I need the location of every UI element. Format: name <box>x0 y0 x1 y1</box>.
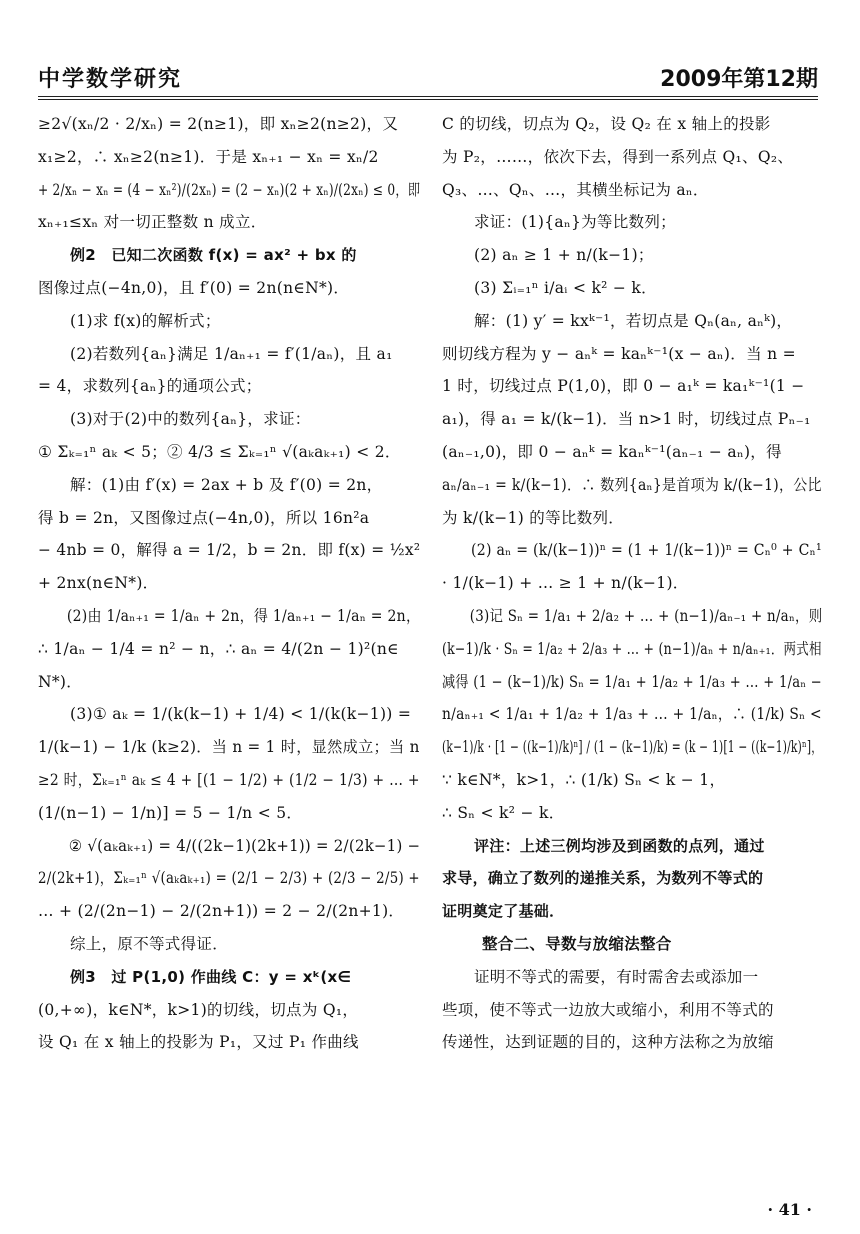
example-heading: 例2 已知二次函数 f(x) = ax² + bx 的 <box>70 246 357 265</box>
text-line: 求证：(1){aₙ}为等比数列； <box>474 213 676 232</box>
text-line: ② √(aₖaₖ₊₁) = 4/((2k−1)(2k+1)) = 2/(2k−1) − <box>68 836 421 855</box>
text-line: 为 k/(k−1) 的等比数列． <box>442 508 625 527</box>
left-column <box>38 108 420 1059</box>
text-line: (3)记 Sₙ = 1/a₁ + 2/a₂ + … + (n−1)/aₙ₋₁ + n/aₙ，则 <box>469 606 823 625</box>
text-line: 证明不等式的需要，有时需舍去或添加一 <box>474 967 759 986</box>
text-line: (3)① aₖ = 1/(k(k−1) + 1/4) < 1/(k(k−1)) = <box>70 705 412 724</box>
text-line: 传递性，达到证题的目的，这种方法称之为放缩 <box>442 1033 774 1052</box>
text-line: (2) aₙ = (k/(k−1))ⁿ = (1 + 1/(k−1))ⁿ = Cₙ⁰ + Cₙ¹ <box>471 541 822 560</box>
solution-line: 解：(1) y′ = kxᵏ⁻¹，若切点是 Qₙ(aₙ, aₙᵏ)， <box>474 311 793 330</box>
text-line: ∵ k∈N*，k>1，∴ (1/k) Sₙ < k − 1， <box>442 770 726 789</box>
text-line: = 4，求数列{aₙ}的通项公式； <box>38 377 262 396</box>
text-line: + 2/xₙ − xₙ = (4 − xₙ²)/(2xₙ) = (2 − xₙ)(2 + xₙ)/(2xₙ) ≤ 0，即 <box>38 180 421 199</box>
right-column <box>442 108 822 1059</box>
section-heading: 整合二、导数与放缩法整合 <box>482 934 672 953</box>
text-line: Q₃、…、Qₙ、…，其横坐标记为 aₙ． <box>442 180 709 199</box>
text-line: 为 P₂，……，依次下去，得到一系列点 Q₁、Q₂、 <box>442 147 794 166</box>
text-line: · 1/(k−1) + … ≥ 1 + n/(k−1)． <box>442 574 689 593</box>
text-line: ∴ 1/aₙ − 1/4 = n² − n，∴ aₙ = 4/(2n − 1)²(n∈ <box>38 639 399 658</box>
text-line: a₁)，得 a₁ = k/(k−1)．当 n>1 时，切线过点 Pₙ₋₁ <box>442 410 811 429</box>
text-line: ① Σₖ₌₁ⁿ aₖ < 5；② 4/3 ≤ Σₖ₌₁ⁿ √(aₖaₖ₊₁) < 2． <box>38 442 401 461</box>
solution-line: 解：(1)由 f′(x) = 2ax + b 及 f′(0) = 2n， <box>70 475 383 494</box>
remark-line: 求导，确立了数列的递推关系，为数列不等式的 <box>442 869 764 888</box>
text-line: − 4nb = 0，解得 a = 1/2，b = 2n．即 f(x) = ½x² <box>38 541 421 560</box>
text-line: 得 b = 2n，又图像过点(−4n,0)，所以 16n²a <box>38 508 370 527</box>
issue-label: 2009年第12期 <box>660 67 818 92</box>
text-line: x₁≥2，∴ xₙ≥2(n≥1)．于是 xₙ₊₁ − xₙ = xₙ/2 <box>38 147 379 166</box>
text-line: ≥2 时，Σₖ₌₁ⁿ aₖ ≤ 4 + [(1 − 1/2) + (1/2 − 1/3) + … + <box>38 770 420 789</box>
text-line: (2)若数列{aₙ}满足 1/aₙ₊₁ = f′(1/aₙ)，且 a₁ <box>70 344 393 363</box>
running-header <box>38 58 818 92</box>
page-number: · 41 · <box>767 1200 812 1219</box>
text-line: ≥2√(xₙ/2 · 2/xₙ) = 2(n≥1)，即 xₙ≥2(n≥2)，又 <box>38 115 399 133</box>
text-line: 设 Q₁ 在 x 轴上的投影为 P₁，又过 P₁ 作曲线 <box>38 1033 359 1052</box>
text-line: (2) aₙ ≥ 1 + n/(k−1)； <box>474 246 654 265</box>
text-line: 2/(2k+1)，Σₖ₌₁ⁿ √(aₖaₖ₊₁) = (2/1 − 2/3) + (2/3 − 2/5) + <box>38 869 420 888</box>
text-line: 1 时，切线过点 P(1,0)，即 0 − a₁ᵏ = ka₁ᵏ⁻¹(1 − <box>442 377 805 396</box>
text-line: (1/(n−1) − 1/n)] = 5 − 1/n < 5． <box>38 803 303 822</box>
text-line: 些项，使不等式一边放大或缩小，利用不等式的 <box>442 1000 774 1019</box>
text-line: ∴ Sₙ < k² − k． <box>442 803 565 822</box>
text-line: (3) Σᵢ₌₁ⁿ i/aᵢ < k² − k． <box>474 278 657 297</box>
text-line: (2)由 1/aₙ₊₁ = 1/aₙ + 2n，得 1/aₙ₊₁ − 1/aₙ = 2n， <box>66 606 421 625</box>
text-line: n/aₙ₊₁ < 1/a₁ + 1/a₂ + 1/a₃ + … + 1/aₙ，∴ (1/k) Sₙ < <box>442 705 822 724</box>
text-line: N*)． <box>38 672 83 691</box>
header-rule <box>38 96 818 100</box>
text-line: … + (2/(2n−1) − 2/(2n+1)) = 2 − 2/(2n+1)． <box>38 902 405 921</box>
text-line: 减得 (1 − (k−1)/k) Sₙ = 1/a₁ + 1/a₂ + 1/a₃ + … + 1/aₙ − <box>442 672 822 691</box>
example-heading: 例3 过 P(1,0) 作曲线 C：y = xᵏ(x∈ <box>70 967 352 986</box>
text-line: (k−1)/k · [1 − ((k−1)/k)ⁿ] / (1 − (k−1)/k) = (k − 1)[1 − ((k−1)/k)ⁿ]， <box>442 738 823 757</box>
text-line: (3)对于(2)中的数列{aₙ}，求证： <box>70 410 311 429</box>
text-line: (k−1)/k · Sₙ = 1/a₂ + 2/a₃ + … + (n−1)/aₙ + n/aₙ₊₁．两式相 <box>442 639 822 658</box>
journal-title: 中学数学研究 <box>38 67 183 92</box>
text-line: (0,+∞)，k∈N*，k>1)的切线，切点为 Q₁， <box>38 1000 359 1019</box>
text-line: 综上，原不等式得证． <box>70 934 229 953</box>
text-line: 1/(k−1) − 1/k (k≥2)．当 n = 1 时，显然成立；当 n <box>38 738 420 757</box>
text-line: (aₙ₋₁,0)，即 0 − aₙᵏ = kaₙᵏ⁻¹(aₙ₋₁ − aₙ)，得 <box>442 442 782 461</box>
text-line: xₙ₊₁≤xₙ 对一切正整数 n 成立． <box>38 213 267 232</box>
text-line: 则切线方程为 y − aₙᵏ = kaₙᵏ⁻¹(x − aₙ)．当 n = <box>442 344 796 363</box>
text-line: C 的切线，切点为 Q₂，设 Q₂ 在 x 轴上的投影 <box>442 115 771 133</box>
text-line: + 2nx(n∈N*)． <box>38 574 159 593</box>
remark-line: 证明奠定了基础． <box>442 902 565 921</box>
remark-line: 评注：上述三例均涉及到函数的点列，通过 <box>474 836 765 855</box>
text-line: (1)求 f(x)的解析式； <box>70 311 221 330</box>
text-line: 图像过点(−4n,0)，且 f′(0) = 2n(n∈N*)． <box>38 278 350 297</box>
text-line: aₙ/aₙ₋₁ = k/(k−1)．∴ 数列{aₙ}是首项为 k/(k−1)，公比 <box>442 475 822 494</box>
